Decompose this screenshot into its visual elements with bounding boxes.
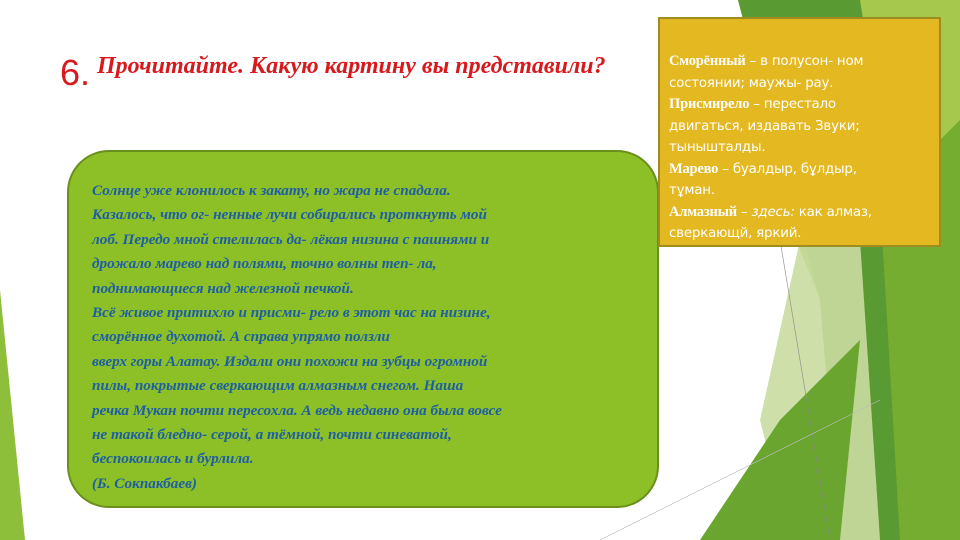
passage-line: Казалось, что ог- ненные лучи собирались проткнуть мой [92, 206, 487, 224]
glossary-line [669, 159, 934, 181]
passage-text [92, 179, 652, 496]
glossary-dash: – [736, 204, 752, 220]
glossary-definition: – перестало [749, 97, 836, 112]
glossary-line [669, 51, 934, 73]
glossary-line [669, 223, 934, 245]
glossary-text [669, 51, 934, 245]
slide-number: 6. [60, 52, 91, 93]
passage-line: Солнце уже клонилось к закату, но жара не спадала. [92, 182, 451, 199]
glossary-definition: состоянии; маужы- рау. [669, 75, 834, 91]
glossary-line [669, 116, 934, 138]
passage-line: речка Мукан почти пересохла. А ведь недавно она была вовсе [92, 401, 502, 419]
glossary-definition: двигаться, издавать Звуки; [669, 118, 860, 134]
slide-heading: Прочитайте. Какую картину вы представили? [97, 53, 606, 79]
passage-line: лоб. Передо мной стелилась да- лёкая низина с пашнями и [92, 230, 490, 248]
passage-line: Всё живое притихло и присми- рело в этот час на низине, [92, 304, 491, 322]
glossary-note: здесь: [751, 204, 795, 220]
glossary-definition: – буалдыр, бұлдыр, [718, 161, 857, 177]
glossary-line [669, 137, 934, 159]
passage-line: сморённое духотой. А справа упрямо ползли [92, 328, 390, 346]
passage-line: поднимающиеся над железной печкой. [92, 279, 354, 297]
glossary-definition: – в полусон- ном [745, 54, 864, 69]
passage-line: вверх горы Алатау. Издали они похожи на зубцы огромной [92, 352, 488, 370]
glossary-definition: сверкающй, яркий. [669, 226, 802, 241]
glossary-definition: тұман. [669, 183, 715, 198]
glossary-line [669, 180, 934, 202]
glossary-line [669, 94, 934, 116]
glossary-definition: как алмаз, [794, 204, 872, 220]
glossary-term: Марево [669, 160, 719, 177]
bg-shape [0, 290, 25, 540]
passage-line: не такой бледно- серой, а тёмной, почти синеватой, [92, 426, 452, 444]
glossary-term: Присмирело [669, 96, 750, 112]
glossary-term: Сморённый [669, 53, 746, 69]
passage-line: пилы, покрытые сверкающим алмазным снегом. Наша [92, 377, 464, 395]
passage-line: дрожало марево над полями, точно волны теп- ла, [92, 255, 437, 273]
passage-line: (Б. Сокпакбаев) [92, 474, 197, 492]
glossary-line [669, 202, 934, 224]
passage-line: беспокоилась и бурлила. [92, 450, 254, 468]
passage-box [67, 150, 659, 508]
glossary-box [658, 17, 941, 247]
glossary-line [669, 73, 934, 95]
glossary-term: Алмазный [669, 203, 737, 220]
glossary-definition: тынышталды. [669, 140, 766, 155]
